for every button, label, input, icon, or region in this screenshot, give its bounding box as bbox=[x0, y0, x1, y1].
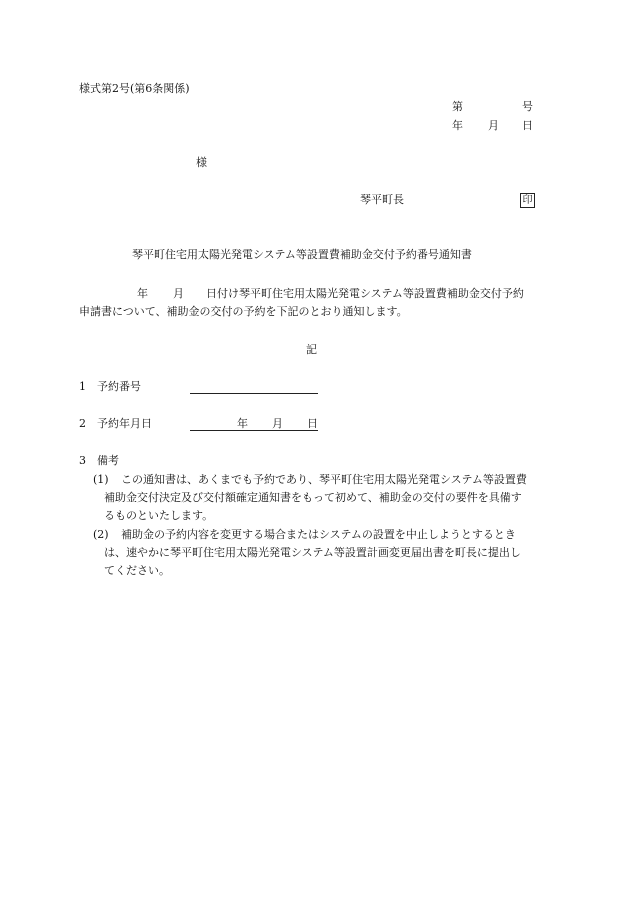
date-year: 年 bbox=[452, 119, 463, 132]
item2-month: 月 bbox=[272, 417, 283, 430]
note2-line3: てください。 bbox=[104, 564, 170, 577]
ki-heading: 記 bbox=[306, 343, 317, 356]
number-dai: 第 bbox=[452, 100, 463, 113]
note1-marker: (1) bbox=[93, 473, 109, 486]
date-day: 日 bbox=[522, 119, 533, 132]
body-line1: 日付け琴平町住宅用太陽光発電システム等設置費補助金交付予約 bbox=[206, 287, 524, 300]
reservation-date-line bbox=[190, 430, 318, 431]
note1-line3: るものといたします。 bbox=[104, 509, 214, 522]
item1-number: 1 bbox=[79, 380, 86, 393]
note2-line2: は、速やかに琴平町住宅用太陽光発電システム等設置計画変更届出書を町長に提出し bbox=[104, 546, 521, 559]
seal-mark: 印 bbox=[520, 193, 535, 208]
body-line2: 申請書について、補助金の交付の予約を下記のとおり通知します。 bbox=[79, 305, 408, 318]
item2-year: 年 bbox=[237, 417, 248, 430]
body-year: 年 bbox=[137, 287, 148, 300]
reservation-number-line bbox=[190, 393, 318, 394]
item2-day: 日 bbox=[307, 417, 318, 430]
form-label: 様式第2号(第6条関係) bbox=[79, 82, 190, 95]
note2-marker: (2) bbox=[93, 528, 109, 541]
number-go: 号 bbox=[522, 100, 533, 113]
note1-line2: 補助金交付決定及び交付額確定通知書をもって初めて、補助金の交付の要件を具備す bbox=[104, 491, 522, 504]
item1-label: 予約番号 bbox=[97, 380, 141, 393]
item2-label: 予約年月日 bbox=[97, 417, 152, 430]
note2-line1: 補助金の予約内容を変更する場合またはシステムの設置を中止しようとするとき bbox=[121, 528, 516, 541]
item3-label: 備考 bbox=[97, 454, 119, 467]
item3-number: 3 bbox=[79, 454, 86, 467]
body-month: 月 bbox=[173, 287, 184, 300]
date-month: 月 bbox=[488, 119, 499, 132]
document-title: 琴平町住宅用太陽光発電システム等設置費補助金交付予約番号通知書 bbox=[132, 248, 472, 261]
recipient-honorific: 様 bbox=[196, 156, 207, 169]
sender-title: 琴平町長 bbox=[360, 193, 404, 206]
item2-number: 2 bbox=[79, 417, 86, 430]
note1-line1: この通知書は、あくまでも予約であり、琴平町住宅用太陽光発電システム等設置費 bbox=[121, 473, 527, 486]
